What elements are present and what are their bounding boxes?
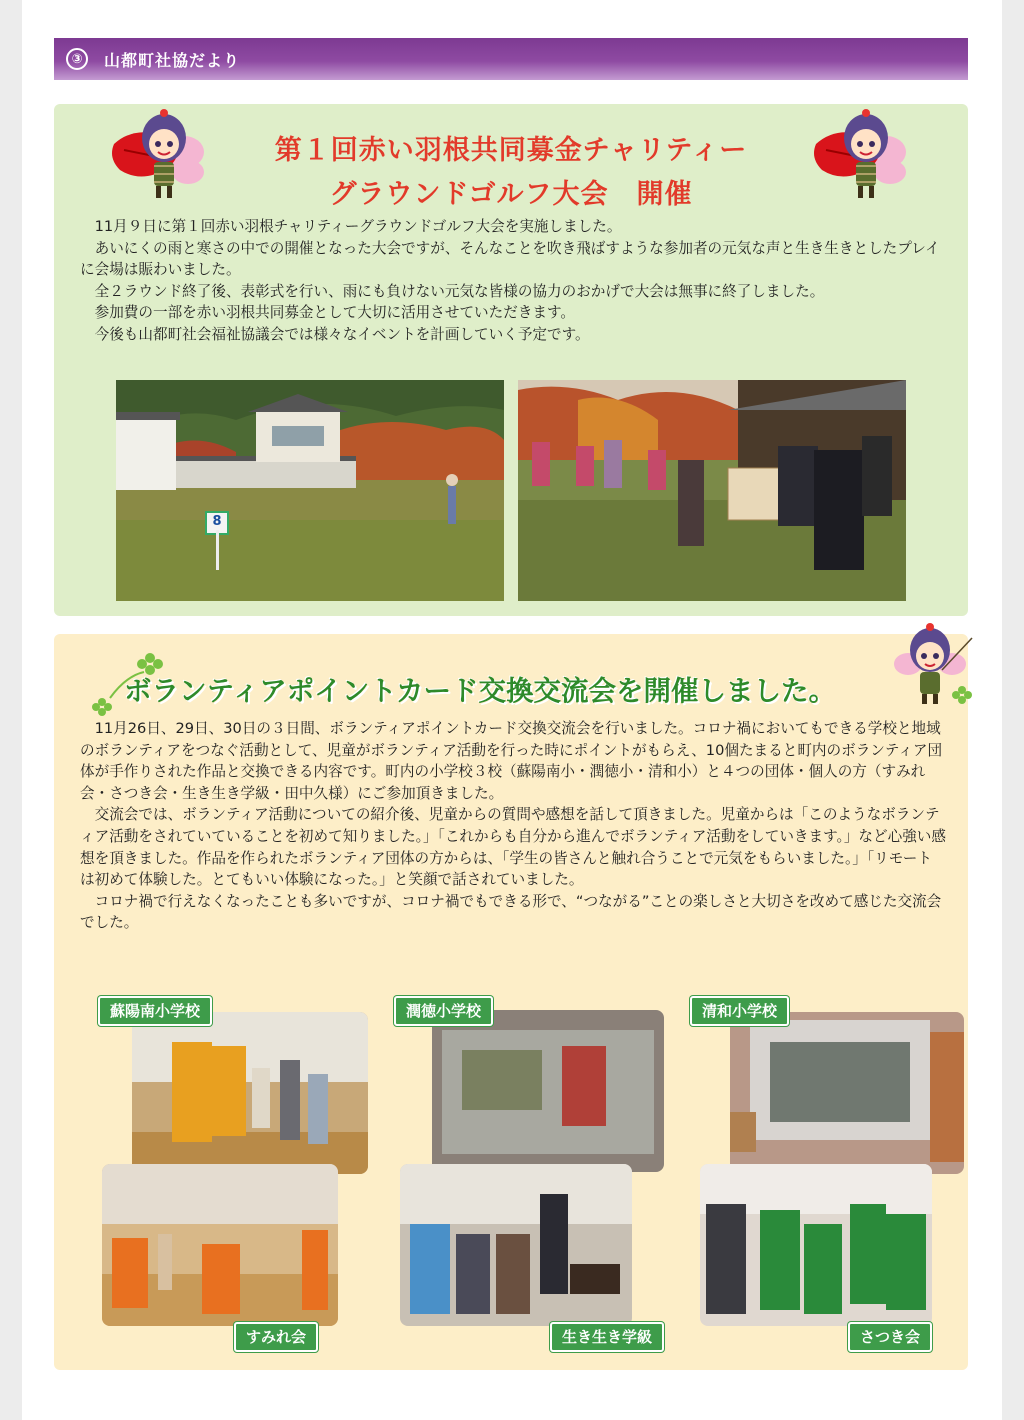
golf-paragraph: あいにくの雨と寒さの中での開催となった大会ですが、そんなことを吹き飛ばすような参加者の元気な声と生き生きとしたプレイに会場は賑わいました。 [80,239,940,279]
seiwa-school-photo [730,1012,964,1174]
label-juntoku-school: 潤徳小学校 [394,996,493,1026]
label-seiwa-school: 清和小学校 [690,996,789,1026]
golf-title-line1: 第１回赤い羽根共同募金チャリティー [274,135,748,166]
golf-paragraph: 全２ラウンド終了後、表彰式を行い、雨にも負けない元気な皆様の協力のおかげで大会は無事に終了しました。 [94,282,825,300]
golf-field-photo [116,380,504,601]
page-header [54,38,968,80]
page-number: ③ [66,48,88,70]
volunteer-paragraph: 交流会では、ボランティア活動についての紹介後、児童からの質問や感想を話して頂きました。児童からは「このようなボランティア活動をされていていることを初めて知りました。」「これからも自分から進んでボランティア活動をしていきます。」など心強い感想を頂きました。作品を作られたボランティア団体の方からは、「学生の皆さんと触れ合うことで元気をもらいました。」「リモートは初めて体験した。とてもいい体験になった。」と笑顔で話されていました。 [80,806,946,889]
golf-paragraph: 11月９日に第１回赤い羽根チャリティーグラウンドゴルフ大会を実施しました。 [94,218,622,235]
golf-title-line2: グラウンドゴルフ大会 開催 [329,179,693,210]
volunteer-exchange-section [54,634,968,1370]
soyo-school-photo [132,1012,368,1174]
volunteer-paragraph: コロナ禍で行えなくなったことも多いですが、コロナ禍でもできる形で、“つながる”ことの楽しさと大切さを改めて感じた交流会でした。 [80,892,942,932]
label-satsuki: さつき会 [848,1322,932,1352]
ikiiki-group-photo [400,1164,632,1326]
golf-article-body [80,216,948,346]
label-ikiiki: 生き生き学級 [550,1322,664,1352]
golf-tournament-section [54,104,968,616]
label-soyo-school: 蘇陽南小学校 [98,996,212,1026]
sumire-group-photo [102,1164,338,1326]
golf-paragraph: 今後も山都町社会福祉協議会では様々なイベントを計画していく予定です。 [94,325,590,343]
golf-paragraph: 参加費の一部を赤い羽根共同募金として大切に活用させていただきます。 [94,304,576,322]
satsuki-group-photo [700,1164,932,1326]
newsletter-page [22,0,1002,1420]
volunteer-article-body [80,718,946,934]
label-sumire: すみれ会 [234,1322,318,1352]
newsletter-title: 山都町社協だより [104,50,241,70]
mascot-clover-icon [886,620,974,716]
volunteer-title: ボランティアポイントカード交換交流会を開催しました。 [124,675,836,707]
juntoku-school-photo [432,1010,664,1172]
volunteer-paragraph: 11月26日、29日、30日の３日間、ボランティアポイントカード交換交流会を行いました。コロナ禍においてもできる学校と地域のボランティアをつなぐ活動として、児童がボランティア活動を行った時にポイントがもらえ、10個たまると町内のボランティア団体が手作りされた作品と交換できる内容です。町内の小学校３校（蘇陽南小・潤徳小・清和小）と４つの団体・個人の方（すみれ会・さつき会・生き生き学級・田中久様）にご参加頂きました。 [80,720,943,802]
award-ceremony-photo [518,380,906,601]
flag-number: 8 [212,514,222,529]
